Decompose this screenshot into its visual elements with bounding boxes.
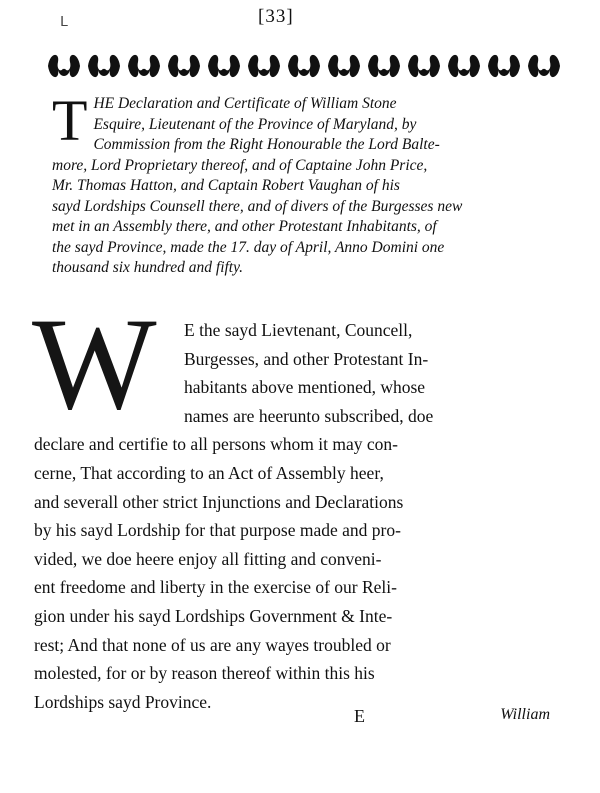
body-line: molested, for or by reason thereof within this his <box>34 663 375 684</box>
heading-line: thousand six hundred and fifty. <box>52 259 244 276</box>
heading-line: more, Lord Proprietary thereof, and of Captaine John Price, <box>52 156 428 174</box>
body-line: Burgesses, and other Protestant In- <box>184 348 429 369</box>
declaration-body <box>34 316 554 716</box>
body-line: Lordships sayd Province. <box>34 691 212 712</box>
body-line: cerne, That according to an Act of Assembly heer, <box>34 462 384 483</box>
ornament-unit <box>88 55 120 77</box>
heading-line: sayd Lordships Counsell there, and of divers of the Burgesses new <box>52 197 463 215</box>
ornament-unit <box>288 55 320 77</box>
corner-mark: ᒪ <box>60 15 68 30</box>
ornament-unit <box>488 55 520 77</box>
ornament-unit <box>168 55 200 77</box>
ornament-unit <box>128 55 160 77</box>
body-line: names are heerunto subscribed, doe <box>184 405 434 426</box>
ornament-unit <box>48 55 80 77</box>
heading-line: Mr. Thomas Hatton, and Captain Robert Vaughan of his <box>52 177 400 194</box>
body-line: ent freedome and liberty in the exercise of our Reli- <box>34 577 397 598</box>
heading-line: the sayd Province, made the 17. day of April, Anno Domini one <box>52 238 445 256</box>
signature-mark: E <box>354 706 365 726</box>
body-line: rest; And that none of us are any wayes troubled or <box>34 634 391 655</box>
decorative-ornament-band <box>44 48 564 84</box>
page-footer <box>34 706 554 730</box>
ornament-unit <box>448 55 480 77</box>
heading-line: Esquire, Lieutenant of the Province of Maryland, by <box>93 115 417 133</box>
ornament-unit <box>408 55 440 77</box>
body-line: habitants above mentioned, whose <box>184 377 426 398</box>
ornament-unit <box>248 55 280 77</box>
heading-line: Commission from the Right Honourable the Lord Balte- <box>93 136 440 153</box>
ornament-unit <box>328 55 360 77</box>
ornament-unit <box>208 55 240 77</box>
ornament-unit <box>368 55 400 77</box>
ornament-unit <box>528 55 560 77</box>
body-line: and severall other strict Injunctions and Declarations <box>34 491 404 512</box>
body-line: gion under his sayd Lordships Government & Inte- <box>34 605 393 626</box>
body-line: E the sayd Lievtenant, Councell, <box>184 320 413 340</box>
body-line: by his sayd Lordship for that purpose made and pro- <box>34 520 401 541</box>
page-number: [33] <box>258 6 294 27</box>
body-line: vided, we doe heere enjoy all fitting and conveni- <box>34 548 382 569</box>
body-line: declare and certifie to all persons whom it may con- <box>34 434 398 455</box>
body-drop-cap: W <box>32 290 157 437</box>
heading-line: met in an Assembly there, and other Protestant Inhabitants, of <box>52 218 437 235</box>
heading-drop-cap: T <box>52 88 88 153</box>
heading-line: HE Declaration and Certificate of William Stone <box>93 95 397 112</box>
declaration-heading <box>52 88 572 279</box>
catchword: William <box>500 706 550 723</box>
